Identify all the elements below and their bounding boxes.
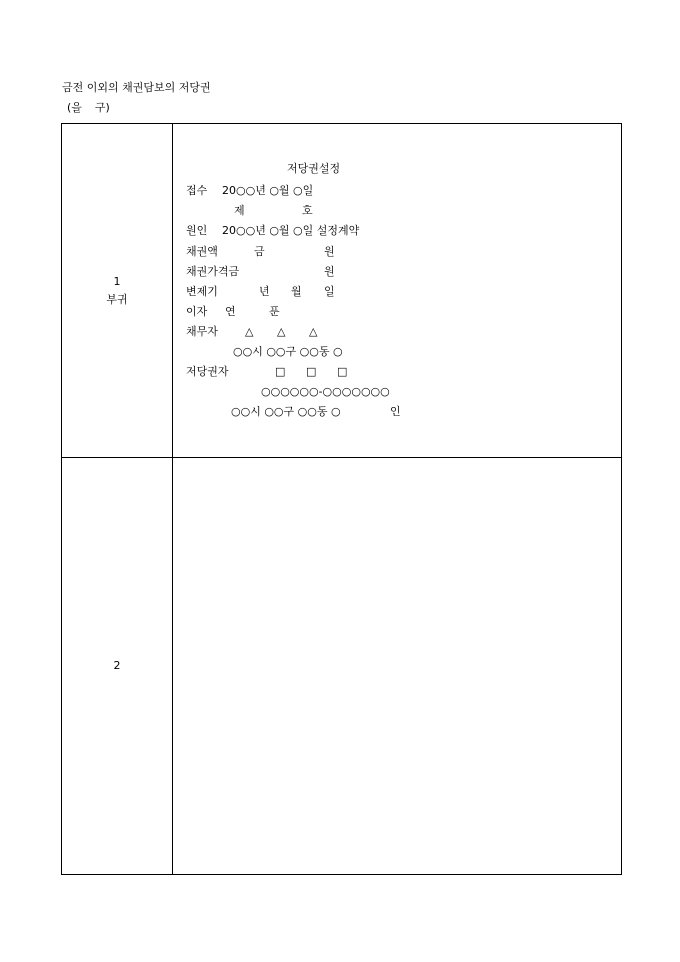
mortgagee-id: ○○○○○○-○○○○○○○ [261, 385, 390, 398]
section-label [67, 101, 110, 115]
debtor-mark: △ [245, 325, 254, 338]
mortgagee-mark: □ [306, 365, 317, 378]
due-day: 일 [324, 285, 335, 298]
number-suffix: 호 [302, 204, 313, 217]
claim-amount-label: 채권액 [186, 245, 218, 258]
row-category: 부귀 [106, 292, 128, 306]
row-number-cell [62, 458, 173, 875]
interest-rate-prefix: 연 [225, 305, 236, 318]
debtor-address: ○○시 ○○구 ○○동 ○ [233, 345, 343, 358]
receipt-label: 접수 [186, 184, 208, 197]
mortgagee-mark: □ [275, 365, 286, 378]
seal-label: 인 [390, 405, 401, 418]
entry-cell [173, 124, 622, 458]
entry-cell [173, 458, 622, 875]
due-month: 월 [291, 285, 302, 298]
debtor-mark: △ [277, 325, 286, 338]
interest-rate-unit: 푼 [269, 305, 280, 318]
table-row [62, 458, 622, 875]
interest-label: 이자 [186, 305, 208, 318]
claim-price-unit: 원 [324, 265, 335, 278]
mortgagee-label: 저당권자 [186, 365, 229, 378]
number-prefix: 제 [234, 204, 245, 217]
debtor-mark: △ [309, 325, 318, 338]
amount-unit: 원 [324, 245, 335, 258]
debtor-label: 채무자 [186, 325, 218, 338]
claim-price-label: 채권가격금 [186, 265, 240, 278]
row-number-cell [62, 124, 173, 458]
due-year: 년 [259, 285, 270, 298]
mortgagee-address: ○○시 ○○구 ○○동 ○ [231, 405, 341, 418]
amount-prefix: 금 [254, 245, 265, 258]
row-number: 1 [113, 274, 121, 288]
table-row [62, 124, 622, 458]
document-title: 금전 이외의 채권담보의 저당권 [62, 81, 211, 94]
entry-heading: 저당권설정 [287, 162, 341, 175]
section-label-close: 구) [94, 101, 110, 114]
row-number: 2 [113, 659, 121, 672]
due-label: 변제기 [186, 285, 218, 298]
register-table [61, 123, 622, 875]
cause-text: 20○○년 ○월 ○일 설정계약 [222, 224, 360, 237]
receipt-date: 20○○년 ○월 ○일 [222, 184, 314, 197]
mortgagee-mark: □ [337, 365, 348, 378]
cause-label: 원인 [186, 224, 208, 237]
section-label-open: (을 [67, 101, 82, 114]
